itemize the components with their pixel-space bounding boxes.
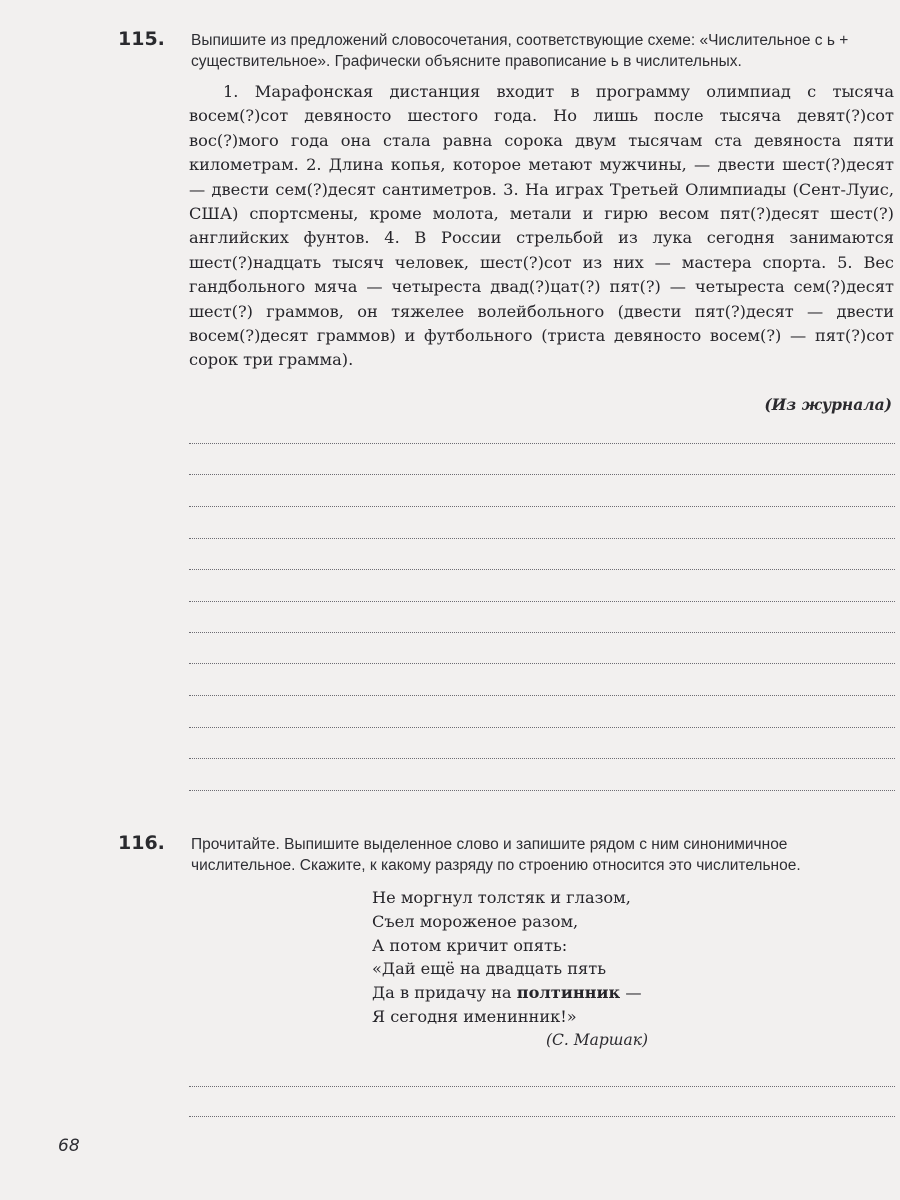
- writing-line[interactable]: [189, 1116, 895, 1117]
- exercise-115-number: 115.: [118, 28, 165, 50]
- writing-line[interactable]: [189, 790, 895, 791]
- exercise-115-text: [189, 80, 894, 373]
- writing-line[interactable]: [189, 474, 895, 475]
- poem-author: (С. Маршак): [546, 1031, 649, 1049]
- poem-line: Не моргнул толстяк и глазом,: [372, 888, 631, 907]
- highlighted-word: полтинник: [516, 983, 621, 1003]
- page-number: 68: [58, 1136, 80, 1156]
- poem-line: А потом кричит опять:: [372, 935, 568, 955]
- exercise-116-task: Прочитайте. Выпишите выделенное слово и запишите рядом с ним синонимичное числительное. Скажите, к какому разряду по строению относится это числительное.: [191, 836, 801, 874]
- writing-line[interactable]: [189, 506, 895, 507]
- writing-line[interactable]: [189, 727, 895, 728]
- exercise-115-text-content: 1. Марафонская дистанция входит в программу олимпиад с тысяча восем(?)сот девяносто шестого года. Но лишь после тысяча девят(?)сот вос(?)мого года она стала равна сорока двум тысячам ста девяноста пяти километрам. 2. Длина копья, которое метают мужчины, — двести шест(?)десят — двести сем(?)десят сантиметров. 3. На играх Третьей Олимпиады (Сент-Луис, США) спортсмены, кроме молота, метали и гирю весом пят(?)десят шест(?) английских фунтов. 4. В России стрельбой из лука сегодня занимаются шест(?)надцать тысяч человек, шест(?)сот из них — мастера спорта. 5. Вес гандбольного мяча — четыреста двад(?)цат(?) пят(?) — четыреста сем(?)десят шест(?) граммов, он тяжелее волейбольного (двести пят(?)десят — двести восем(?)десят граммов) и футбольного (триста девяносто восем(?) — пят(?)сот сорок три грамма).: [189, 82, 894, 370]
- poem-line: Я сегодня именинник!»: [372, 1006, 577, 1026]
- poem-line: «Дай ещё на двадцать пять: [372, 959, 607, 979]
- writing-line[interactable]: [189, 663, 895, 664]
- writing-line[interactable]: [189, 758, 895, 759]
- poem-text: Да в придачу на: [372, 983, 517, 1003]
- writing-line[interactable]: [189, 1086, 895, 1087]
- exercise-116-number: 116.: [118, 832, 165, 854]
- poem-text: —: [620, 983, 642, 1003]
- exercise-115-source: (Из журнала): [764, 395, 892, 414]
- writing-line[interactable]: [189, 443, 895, 444]
- writing-line[interactable]: [189, 569, 895, 570]
- writing-line[interactable]: [189, 695, 895, 696]
- poem-line: [372, 981, 642, 1005]
- writing-line[interactable]: [189, 538, 895, 539]
- writing-line[interactable]: [189, 601, 895, 602]
- poem-line: Съел мороженое разом,: [372, 911, 579, 931]
- poem: [372, 886, 642, 1029]
- writing-line[interactable]: [189, 632, 895, 633]
- exercise-115-task: Выпишите из предложений словосочетания, соответствующие схеме: «Числительное с ь + существительное». Графически объясните правописание ь в числительных.: [191, 32, 849, 70]
